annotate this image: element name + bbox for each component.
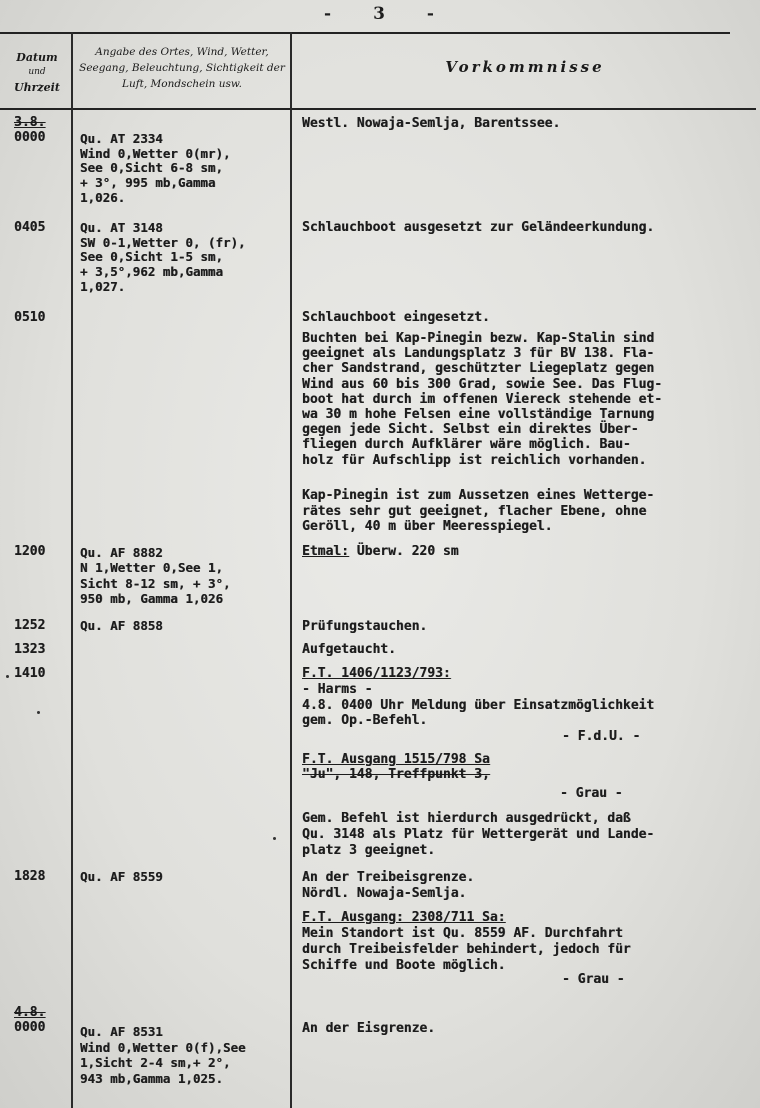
entry-position: Qu. AF 8858: [80, 618, 163, 633]
entry-event: Prüfungstauchen.: [302, 619, 428, 634]
entry-event: Schlauchboot ausgesetzt zur Geländeerkundung.: [302, 220, 655, 235]
ft-body: Mein Standort ist Qu. 8559 AF. Durchfahrt durch Treibeisfelder behindert, jedoch für Schiffe und Boote möglich.: [302, 926, 631, 973]
top-rule: [0, 32, 730, 34]
ft-title-text: F.T. Ausgang: 2308/711 Sa:: [302, 910, 506, 925]
ft-body: - Harms - 4.8. 0400 Uhr Meldung über Einsatzmöglichkeit gem. Op.-Befehl.: [302, 682, 655, 729]
entry-event: [302, 545, 754, 560]
ft-title: [302, 911, 754, 926]
header-rule: [0, 108, 756, 110]
header-datum-label: Datum: [16, 51, 58, 64]
ft-title-text: F.T. 1406/1123/793:: [302, 666, 451, 681]
header-datum-uhrzeit: Uhrzeit: [14, 81, 60, 94]
header-angabe: Angabe des Ortes, Wind, Wetter, Seegang, Beleuchtung, Sichtigkeit der Luft, Mondschein usw.: [79, 46, 285, 90]
header-datum: [4, 50, 70, 95]
entry-position: Qu. AT 2334 Wind 0,Wetter 0(mr), See 0,Sicht 6-8 sm, + 3°, 995 mb,Gamma 1,026.: [80, 131, 231, 205]
entry-position: Qu. AF 8882 N 1,Wetter 0,See 1, Sicht 8-12 sm, + 3°, 950 mb, Gamma 1,026: [80, 545, 231, 606]
ft-signature: - F.d.U. -: [562, 729, 641, 744]
entry-date-value: 4.8.: [14, 1005, 46, 1020]
entry-event-paragraph: Gem. Befehl ist hierdurch ausgedrückt, daß Qu. 3148 als Platz für Wettergerät und Lande- platz 3 geeignet.: [302, 811, 655, 858]
page-number-dash-left: -: [324, 4, 334, 24]
ft-title: [302, 753, 754, 768]
entry-event: Westl. Nowaja-Semlja, Barentssee.: [302, 116, 561, 131]
ft-title-text: F.T. Ausgang 1515/798 Sa: [302, 752, 490, 767]
entry-event-paragraph: Buchten bei Kap-Pinegin bezw. Kap-Stalin sind geeignet als Landungsplatz 3 für BV 138. Fla- cher Sandstrand, geschützter Liegeplatz gegen Wind aus 60 bis 300 Grad, sowie See. Das Flug- boot hat durch im offenen Viereck stehende et- wa 30 m hohe Felsen eine vollständige Tarnung gegen jede Sicht. Selbst ein direktes Über- fliegen durch Aufklärer wäre möglich. Bau- holz für Aufschlipp ist reichlich vorhanden.: [302, 331, 663, 468]
entry-time: 1252: [14, 618, 46, 633]
entry-time: 0405: [14, 220, 46, 235]
ft-signature: - Grau -: [560, 786, 623, 801]
ft-title: [302, 667, 754, 682]
scan-mark: [37, 711, 40, 714]
entry-time: 1410: [14, 666, 46, 681]
entry-time: 0510: [14, 310, 46, 325]
page-number-value: 3: [373, 4, 387, 24]
ft-signature: - Grau -: [562, 972, 625, 987]
entry-event: An der Treibeisgrenze. Nördl. Nowaja-Semlja.: [302, 870, 475, 901]
page-number: [0, 4, 760, 24]
etmal-label: Etmal:: [302, 544, 349, 559]
entry-date-value: 3.8.: [14, 115, 46, 130]
ft-body-text: "Ju", 148, Treffpunkt 3,: [302, 767, 490, 782]
etmal-value: Überw. 220 sm: [348, 544, 459, 559]
entry-time: 1828: [14, 869, 46, 884]
column-divider-2: [290, 32, 292, 1108]
ft-body: [302, 768, 754, 783]
entry-time: 0000: [14, 1020, 46, 1035]
entry-position: Qu. AF 8531 Wind 0,Wetter 0(f),See 1,Sicht 2-4 sm,+ 2°, 943 mb,Gamma 1,025.: [80, 1024, 246, 1086]
header-vorkommnisse: Vorkommnisse: [445, 58, 605, 76]
scan-mark: [6, 675, 9, 678]
entry-position: Qu. AT 3148 SW 0-1,Wetter 0, (fr), See 0,Sicht 1-5 sm, + 3,5°,962 mb,Gamma 1,027.: [80, 220, 246, 294]
entry-time: 0000: [14, 130, 46, 145]
column-divider-1: [71, 32, 73, 1108]
entry-date: [14, 1006, 70, 1021]
entry-event: Schlauchboot eingesetzt.: [302, 310, 490, 325]
page-number-dash-right: -: [426, 4, 436, 24]
header-datum-und: und: [28, 67, 46, 77]
entry-date: [14, 116, 70, 131]
entry-time: 1200: [14, 544, 46, 559]
scan-mark: [273, 837, 276, 840]
entry-position: Qu. AF 8559: [80, 869, 163, 884]
entry-event: Aufgetaucht.: [302, 642, 396, 657]
entry-event-paragraph: Kap-Pinegin ist zum Aussetzen eines Wetterge- rätes sehr gut geeignet, flacher Ebene, ohne Geröll, 40 m über Meeresspiegel.: [302, 488, 655, 534]
entry-time: 1323: [14, 642, 46, 657]
entry-event: An der Eisgrenze.: [302, 1021, 436, 1036]
